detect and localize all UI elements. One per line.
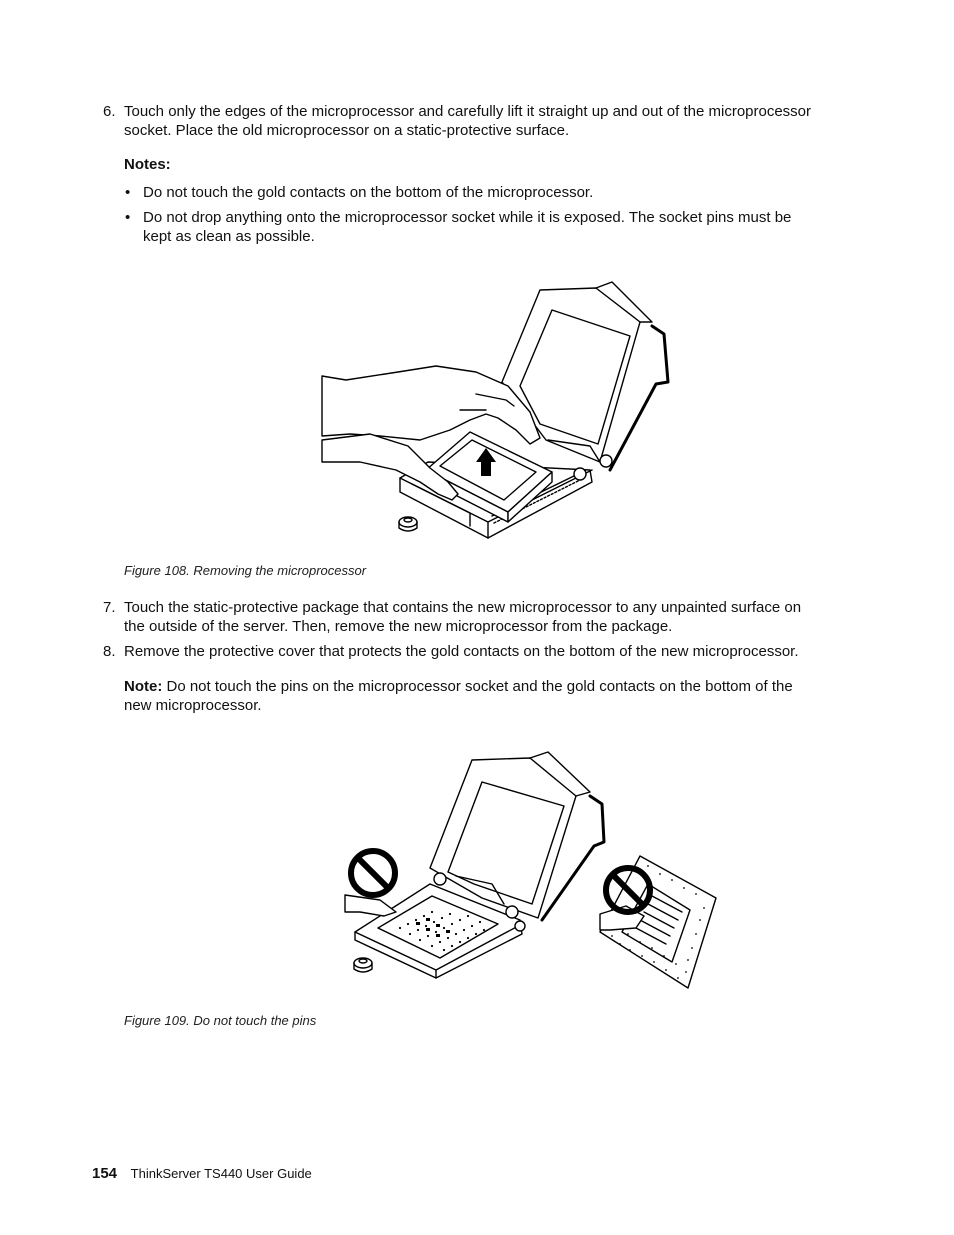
- step-7-number: 7.: [103, 599, 116, 616]
- note-label: Note:: [124, 678, 163, 695]
- notes-heading: Notes:: [124, 156, 171, 173]
- step-6-text-line1: Touch only the edges of the microprocessor and carefully lift it straight up and out of the microprocessor: [124, 103, 812, 120]
- figure-108-caption: Figure 108. Removing the microprocessor: [124, 563, 367, 578]
- step-8-number: 8.: [103, 643, 116, 660]
- notes-bullet-1-text: Do not touch the gold contacts on the bottom of the microprocessor.: [143, 184, 594, 201]
- page-footer: [92, 1165, 312, 1182]
- bullet-glyph: •: [125, 184, 131, 201]
- footer-title: ThinkServer TS440 User Guide: [130, 1166, 312, 1181]
- bullet-glyph: •: [125, 209, 131, 226]
- step-7-text-line1: Touch the static-protective package that contains the new microprocessor to any unpainted surface on: [124, 599, 802, 616]
- note-text-line1: Do not touch the pins on the microprocessor socket and the gold contacts on the bottom of the: [166, 678, 793, 695]
- step-6-text-line2: socket. Place the old microprocessor on a static-protective surface.: [124, 122, 570, 139]
- step-8-text-line1: Remove the protective cover that protects the gold contacts on the bottom of the new microprocessor.: [124, 643, 799, 660]
- notes-bullet-2-text-line1: Do not drop anything onto the microprocessor socket while it is exposed. The socket pins must be: [143, 209, 792, 226]
- prohibited-icon-left: [351, 851, 395, 895]
- note-text-line2: new microprocessor.: [124, 697, 262, 714]
- notes-bullet-2-text-line2: kept as clean as possible.: [143, 228, 315, 245]
- page-number: 154: [92, 1165, 118, 1182]
- step-7-text-line2: the outside of the server. Then, remove the new microprocessor from the package.: [124, 618, 673, 635]
- figure-109-caption: Figure 109. Do not touch the pins: [124, 1013, 317, 1028]
- screw-icon: [354, 958, 372, 972]
- hand-left: [345, 895, 396, 916]
- step-6-number: 6.: [103, 103, 116, 120]
